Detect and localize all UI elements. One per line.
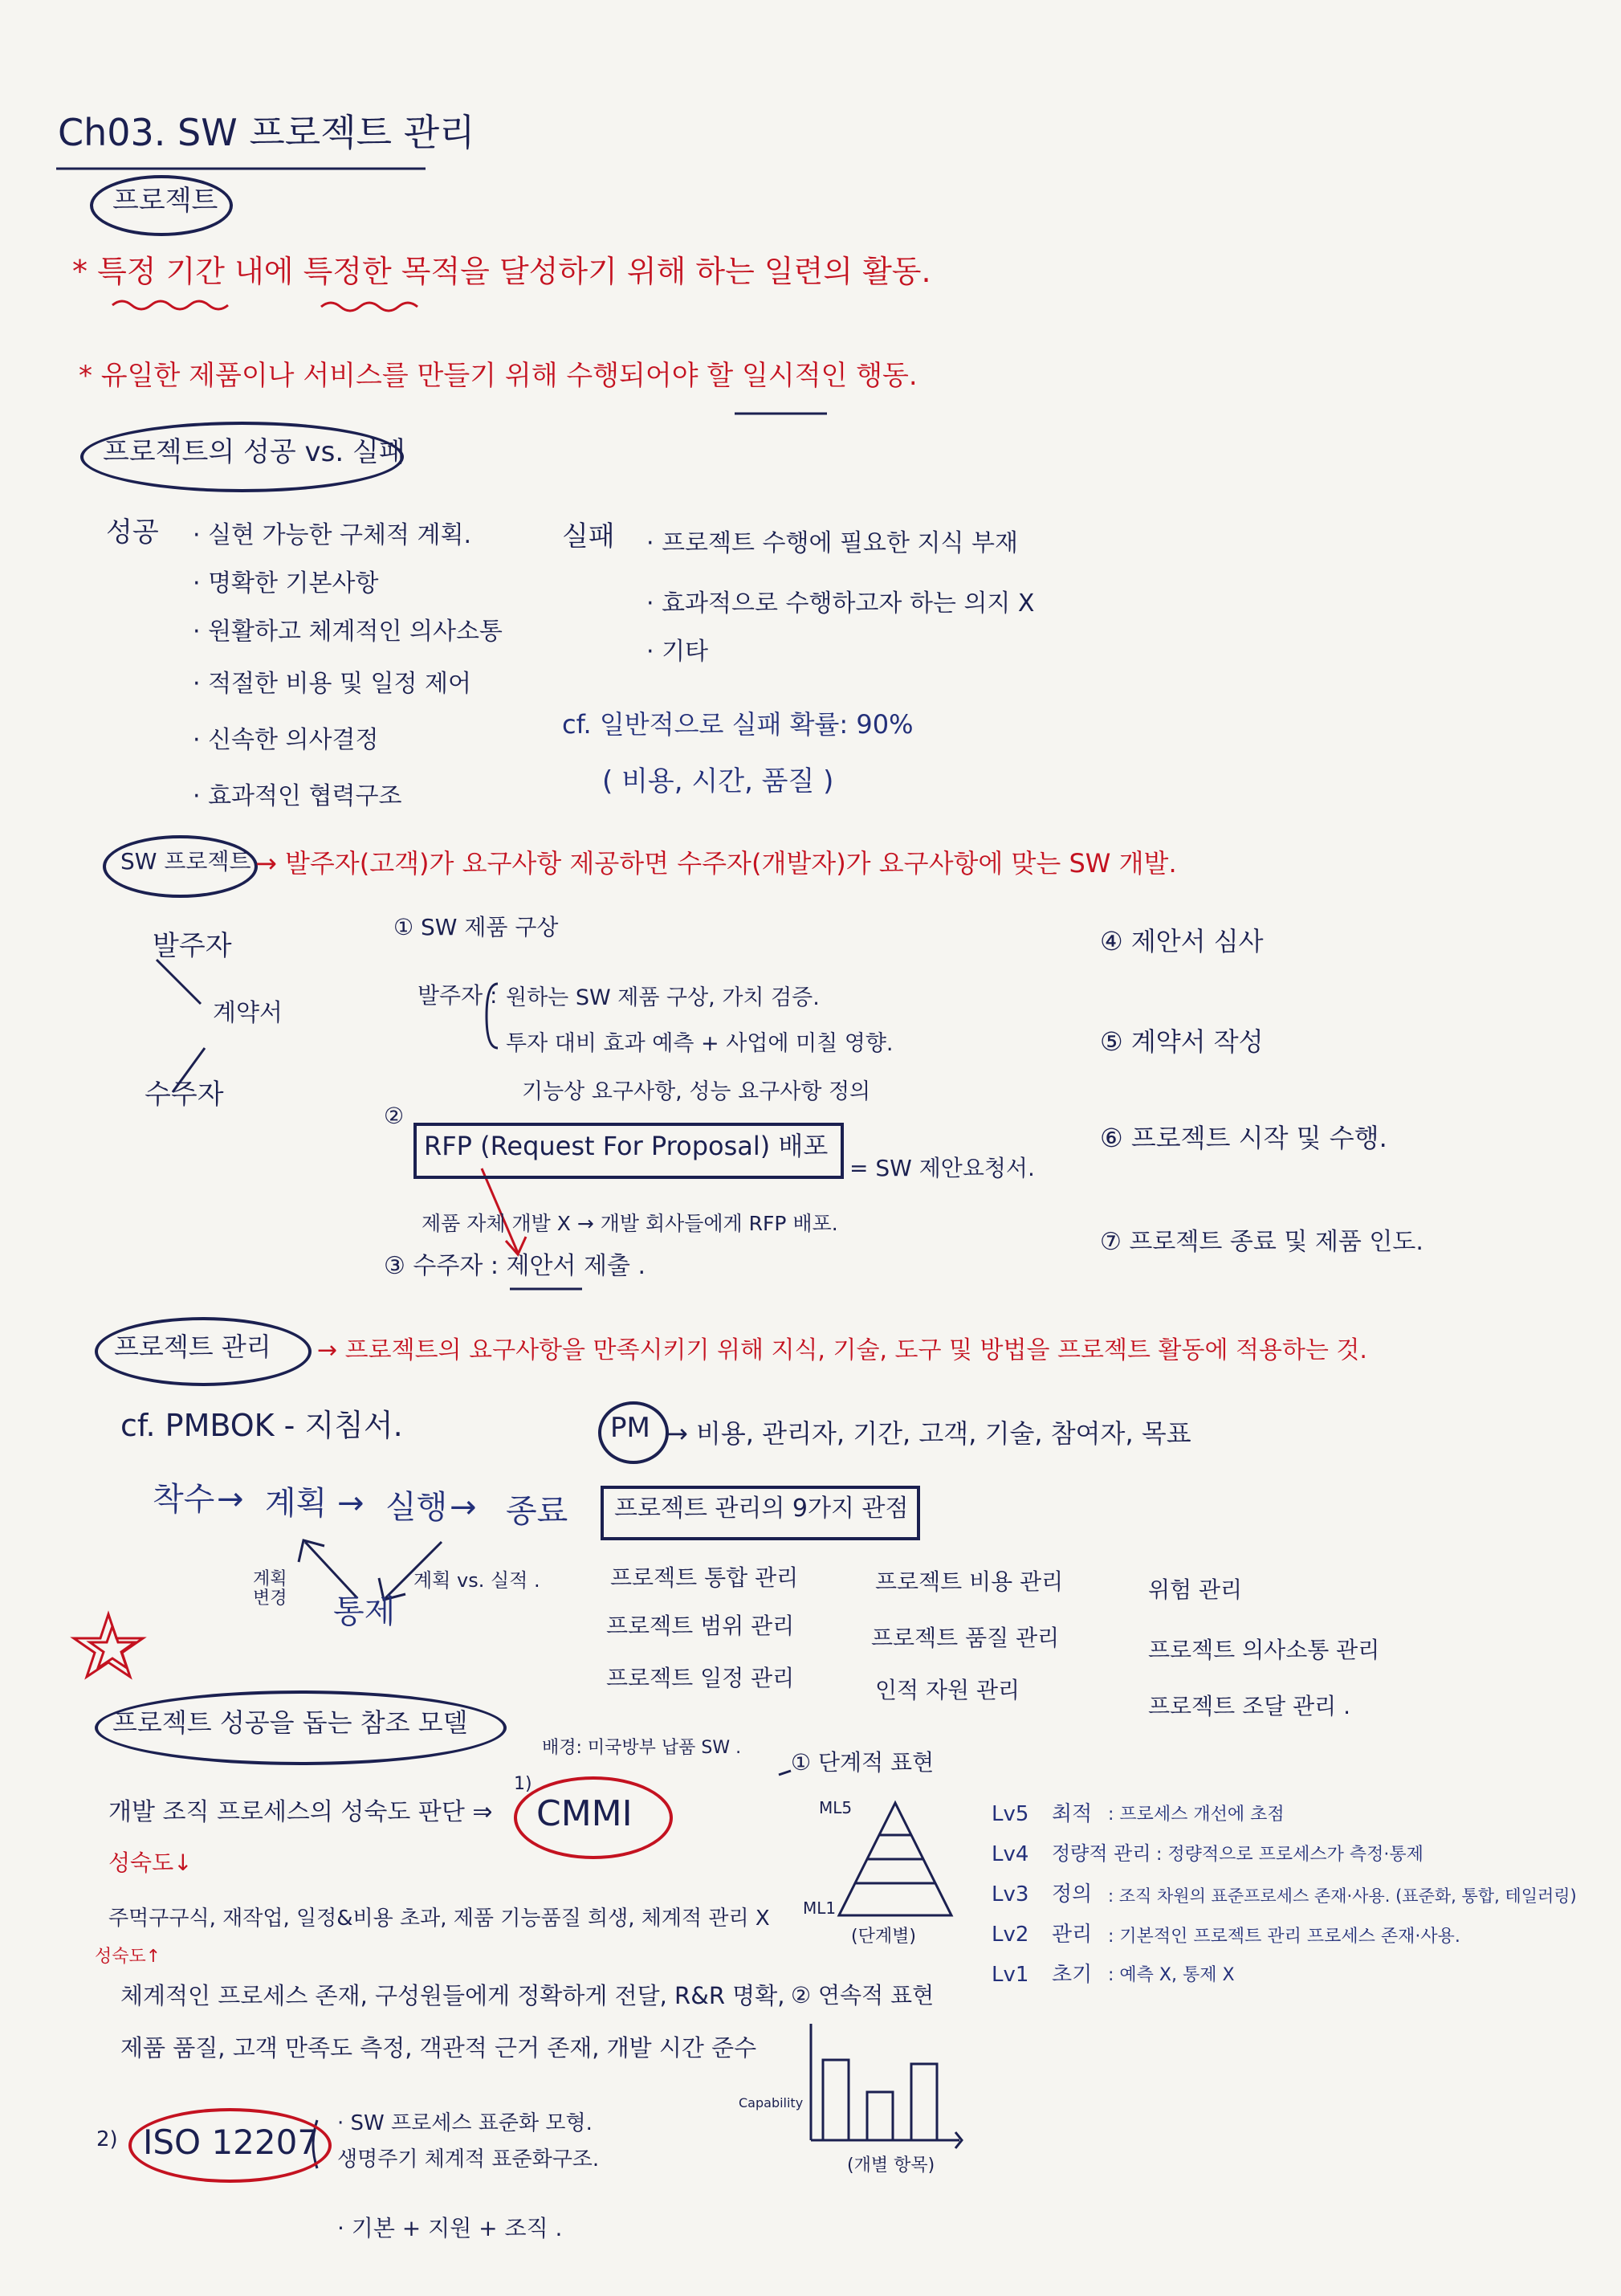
areas-heading: 프로젝트 관리의 9가지 관점 xyxy=(614,1495,909,1523)
low-description: 주먹구구식, 재작업, 일정&비용 초과, 제품 기능품질 희생, 체계적 관리 X xyxy=(108,1907,770,1931)
area-item: 프로젝트 품질 관리 xyxy=(871,1625,1060,1651)
area-item: 프로젝트 비용 관리 xyxy=(875,1568,1064,1595)
orderer-label: 발주자 xyxy=(153,930,232,962)
level-name: 정의 xyxy=(1052,1882,1093,1907)
rfp-note: 제품 자체 개발 X → 개발 회사들에게 RFP 배포. xyxy=(422,1212,838,1235)
continuous-caption: (개별 항목) xyxy=(847,2155,935,2176)
level-lv: Lv4 xyxy=(992,1842,1029,1866)
step-1: ① SW 제품 구상 xyxy=(393,914,559,940)
plan-vs-actual-label: 계획 vs. 실적 . xyxy=(413,1569,540,1592)
success-item: · 실현 가능한 구체적 계획. xyxy=(193,521,472,549)
step-6: ⑥ 프로젝트 시작 및 수행. xyxy=(1100,1123,1387,1153)
ml5-label: ML5 xyxy=(819,1798,853,1817)
area-item: 프로젝트 범위 관리 xyxy=(606,1613,795,1639)
level-name: 최적 xyxy=(1052,1802,1093,1826)
flow-step-plan: 계획 xyxy=(265,1485,328,1522)
success-label: 성공 xyxy=(106,516,159,549)
pm-definition: → 프로젝트의 요구사항을 만족시키기 위해 지식, 기술, 도구 및 방법을 프로젝트 활동에 적용하는 것. xyxy=(317,1336,1367,1364)
area-item: 프로젝트 조달 관리 . xyxy=(1148,1693,1350,1719)
success-fail-heading: 프로젝트의 성공 vs. 실패 xyxy=(103,436,405,468)
fail-note-1: cf. 일반적으로 실패 확률: 90% xyxy=(562,709,914,740)
area-item: 인적 자원 관리 xyxy=(875,1677,1020,1703)
flow-arrow: → xyxy=(217,1481,244,1518)
contract-label: 계약서 xyxy=(213,999,283,1027)
continuous-heading: ② 연속적 표현 xyxy=(791,1982,935,2008)
iso-label: ISO 12207 xyxy=(143,2123,320,2162)
plan-change-label: 계획 변경 xyxy=(253,1569,287,1609)
rfp-equals: = SW 제안요청서. xyxy=(849,1155,1035,1181)
success-item: · 적절한 비용 및 일정 제어 xyxy=(193,670,472,698)
high-description-1: 체계적인 프로세스 존재, 구성원들에게 정확하게 전달, R&R 명확, xyxy=(120,1982,785,2009)
project-def-2: * 유일한 제품이나 서비스를 만들기 위해 수행되어야 할 일시적인 행동. xyxy=(79,360,918,392)
pm-heading: 프로젝트 관리 xyxy=(114,1332,271,1362)
fail-item: · 프로젝트 수행에 필요한 지식 부재 xyxy=(646,529,1018,557)
project-def-1: * 특정 기간 내에 특정한 목적을 달성하기 위해 하는 일련의 활동. xyxy=(72,254,931,289)
sw-project-heading: SW 프로젝트 xyxy=(120,848,251,875)
star-icon xyxy=(74,1614,143,1677)
cmmi-label: CMMI xyxy=(536,1793,633,1834)
iso-number: 2) xyxy=(96,2127,118,2151)
cmmi-number: 1) xyxy=(514,1774,532,1794)
step-1-item: 원하는 SW 제품 구상, 가치 검증. xyxy=(506,985,820,1010)
pmbok-note: cf. PMBOK - 지침서. xyxy=(120,1408,403,1443)
step-2-number: ② xyxy=(384,1103,405,1129)
level-desc: : 조직 차원의 표준프로세스 존재·사용. (표준화, 통합, 테일러링) xyxy=(1108,1886,1577,1906)
level-desc: : 프로세스 개선에 초점 xyxy=(1108,1805,1285,1825)
level-desc: : 정량적으로 프로세스가 측정·통제 xyxy=(1156,1845,1423,1865)
level-lv: Lv1 xyxy=(992,1963,1029,1987)
project-heading: 프로젝트 xyxy=(112,185,218,217)
step-1-label: 발주자 : xyxy=(417,982,498,1009)
contractor-label: 수주자 xyxy=(145,1079,224,1111)
level-lv: Lv2 xyxy=(992,1923,1029,1947)
step-1-item: 기능상 요구사항, 성능 요구사항 정의 xyxy=(522,1079,871,1104)
control-label: 통제 xyxy=(333,1593,396,1630)
area-item: 위험 관리 xyxy=(1148,1576,1243,1603)
high-description-2: 제품 품질, 고객 만족도 측정, 객관적 근거 존재, 개발 시간 준수 xyxy=(120,2034,757,2062)
iso-item: · SW 프로세스 표준화 모형. xyxy=(337,2111,593,2135)
maturity-high: 성숙도↑ xyxy=(95,1947,161,1967)
success-item: · 원활하고 체계적인 의사소통 xyxy=(193,618,503,646)
reference-heading: 프로젝트 성공을 돕는 참조 모델 xyxy=(112,1707,468,1738)
rfp-label: RFP (Request For Proposal) 배포 xyxy=(424,1131,829,1161)
level-lv: Lv3 xyxy=(992,1882,1029,1907)
flow-arrow: → xyxy=(337,1485,365,1522)
wavy-underline-1 xyxy=(112,301,228,309)
wavy-underline-2 xyxy=(321,303,417,311)
success-item: · 효과적인 협력구조 xyxy=(193,782,402,810)
step-4: ④ 제안서 심사 xyxy=(1100,926,1264,956)
staged-heading: ① 단계적 표현 xyxy=(791,1749,935,1776)
pm-items: → 비용, 관리자, 기간, 고객, 기술, 참여자, 목표 xyxy=(666,1418,1191,1449)
pm-circle-label: PM xyxy=(610,1412,650,1444)
fail-item: · 기타 xyxy=(646,638,709,666)
ml1-label: ML1 xyxy=(803,1898,837,1918)
reference-motive: 개발 조직 프로세스의 성숙도 판단 ⇒ xyxy=(108,1798,493,1826)
step-5: ⑤ 계약서 작성 xyxy=(1100,1026,1264,1057)
level-desc: : 기본적인 프로젝트 관리 프로세스 존재·사용. xyxy=(1108,1927,1460,1947)
area-item: 프로젝트 일정 관리 xyxy=(606,1665,795,1691)
level-name: 초기 xyxy=(1052,1963,1093,1987)
step-3: ③ 수주자 : 제안서 제출 . xyxy=(384,1252,646,1280)
maturity-low: 성숙도↓ xyxy=(108,1849,193,1876)
flow-arrow: → xyxy=(450,1489,477,1526)
level-name: 정량적 관리 xyxy=(1052,1842,1151,1865)
page-title: Ch03. SW 프로젝트 관리 xyxy=(58,111,475,154)
maturity-pyramid xyxy=(839,1803,951,1915)
level-lv: Lv5 xyxy=(992,1802,1029,1826)
reference-background: 배경: 미국방부 납품 SW . xyxy=(542,1738,742,1758)
staged-caption: (단계별) xyxy=(851,1927,916,1947)
fail-note-2: ( 비용, 시간, 품질 ) xyxy=(602,765,834,797)
level-name: 관리 xyxy=(1052,1923,1093,1947)
iso-item: · 기본 + 지원 + 조직 . xyxy=(337,2215,563,2241)
area-item: 프로젝트 통합 관리 xyxy=(610,1564,799,1591)
step-1-item: 투자 대비 효과 예측 + 사업에 미칠 영향. xyxy=(506,1031,894,1056)
success-item: · 신속한 의사결정 xyxy=(193,726,379,754)
success-item: · 명확한 기본사항 xyxy=(193,569,379,597)
fail-item: · 효과적으로 수행하고자 하는 의지 X xyxy=(646,589,1035,618)
flow-step-execute: 실행 xyxy=(385,1489,448,1526)
step-7: ⑦ 프로젝트 종료 및 제품 인도. xyxy=(1100,1228,1423,1256)
capability-label: Capability xyxy=(739,2095,804,2110)
flow-step-start: 착수 xyxy=(153,1481,215,1518)
iso-item: 생명주기 체계적 표준화구조. xyxy=(337,2147,600,2172)
area-item: 프로젝트 의사소통 관리 xyxy=(1148,1637,1380,1663)
capability-chart xyxy=(811,2024,962,2148)
fail-label: 실패 xyxy=(562,520,615,553)
level-desc: : 예측 X, 통제 X xyxy=(1108,1965,1235,1985)
sw-project-definition: → 발주자(고객)가 요구사항 제공하면 수주자(개발자)가 요구사항에 맞는 SW 개발. xyxy=(255,848,1177,879)
flow-step-close: 종료 xyxy=(506,1493,568,1530)
